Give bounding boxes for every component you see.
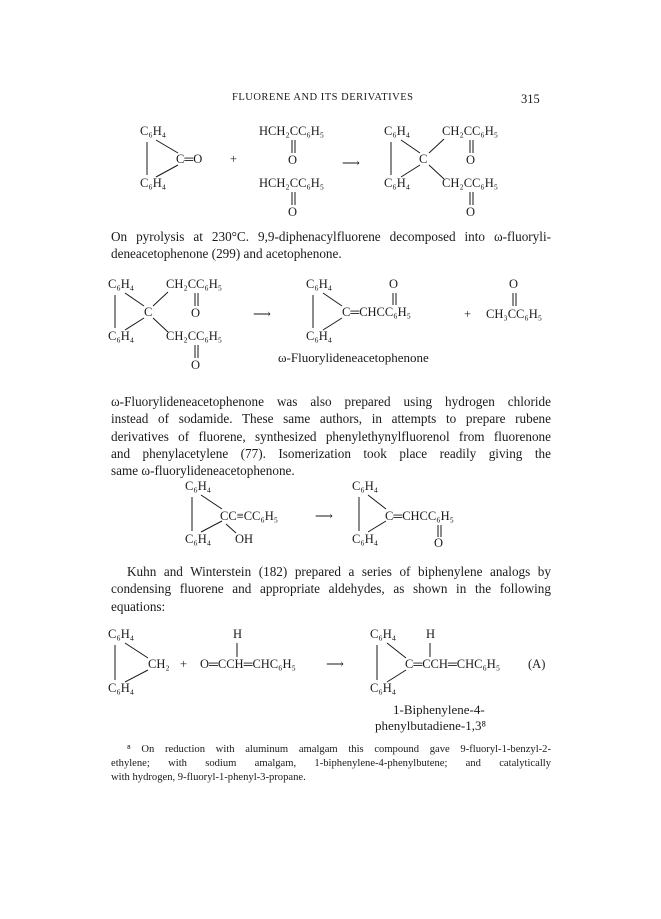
eq3-c6h4-bottom: C₆H₄ — [185, 532, 212, 546]
equation-1-diagram — [120, 115, 540, 220]
eq1-reagent-bottom-o: O — [288, 205, 298, 219]
eq3-product-chain: C═CHCC₆H₅ — [385, 509, 454, 523]
eq1-product-ch2-top: CH₂CC₆H₅ — [442, 124, 499, 138]
eq3-oh: OH — [235, 532, 254, 546]
equation-3-diagram — [180, 475, 510, 555]
eq4-ch2: CH₂ — [148, 657, 170, 671]
eq3-arrow: ⟶ — [315, 509, 333, 523]
text-line: ω-Fluorylideneacetophenone was also prepared using hydrogen chloride — [111, 394, 551, 409]
eq2-acetophenone: CH₃CC₆H₅ — [486, 307, 543, 321]
eq4-product-name-line2: phenylbutadiene-1,3⁸ — [375, 718, 487, 733]
running-header-title: FLUORENE AND ITS DERIVATIVES — [232, 92, 414, 103]
eq1-c6h4-bottom: C₆H₄ — [140, 176, 167, 190]
eq1-product-c6h4-top: C₆H₄ — [384, 124, 411, 138]
eq2-ch2-top: CH₂CC₆H₅ — [166, 277, 223, 291]
text-line: derivatives of fluorene, synthesized phenylethynylfluorenol from fluorenone — [111, 428, 551, 444]
eq1-product-c: C — [419, 152, 428, 166]
eq1-c-eq-o: C═O — [176, 152, 203, 166]
eq3-alkynyl: CC≡CC₆H₅ — [220, 509, 279, 523]
eq1-reagent-top-o: O — [288, 153, 298, 167]
eq1-product-c6h4-bottom: C₆H₄ — [384, 176, 411, 190]
eq4-aldehyde: O═CCH═CHC₆H₅ — [200, 657, 296, 671]
text-line: instead of sodamide. These same authors, in attempts to prepare rubene — [111, 411, 551, 427]
eq2-c6h4-bottom: C₆H₄ — [108, 329, 135, 343]
paragraph-kuhn — [111, 563, 551, 615]
text-line: Kuhn and Winterstein (182) prepared a series of biphenylene analogs by — [127, 564, 551, 579]
eq2-product-chain: C═CHCC₆H₅ — [342, 305, 411, 319]
eq2-product-c6h4-top: C₆H₄ — [306, 277, 333, 291]
eq2-plus: + — [464, 307, 472, 321]
eq1-product-o-bottom: O — [466, 205, 476, 219]
eq4-tag: (A) — [528, 657, 546, 671]
eq2-o-top: O — [191, 306, 201, 320]
eq2-arrow: ⟶ — [253, 307, 271, 321]
text-line: equations: — [111, 598, 166, 614]
footnote-line: ethylene; with sodium amalgam, 1-biphenylene-4-phenylbutene; and catalytically — [111, 758, 551, 769]
eq4-product-c6h4-top: C₆H₄ — [370, 627, 397, 641]
eq1-reagent-bottom: HCH₂CC₆H₅ — [259, 176, 325, 190]
eq1-plus: + — [230, 152, 238, 166]
eq2-c: C — [144, 305, 153, 319]
eq2-product-c6h4-bottom: C₆H₄ — [306, 329, 333, 343]
eq2-product-o: O — [389, 277, 399, 291]
footnote — [111, 743, 551, 785]
eq4-plus: + — [180, 657, 188, 671]
eq4-product-chain: C═CCH═CHC₆H₅ — [405, 657, 501, 671]
text-line: deneacetophenone (299) and acetophenone. — [111, 246, 342, 262]
eq1-c6h4-top: C₆H₄ — [140, 124, 167, 138]
eq4-arrow: ⟶ — [326, 657, 344, 671]
text-line: and phenylacetylene (77). Isomerization took place readily giving the — [111, 445, 551, 461]
text-line: On pyrolysis at 230°C. 9,9-diphenacylfluorene decomposed into ω-fluoryli- — [111, 229, 551, 244]
eq2-ch2-bottom: CH₂CC₆H₅ — [166, 329, 223, 343]
equation-4-diagram — [108, 620, 558, 702]
eq4-c6h4-top: C₆H₄ — [108, 627, 135, 641]
eq4-c6h4-bottom: C₆H₄ — [108, 681, 135, 695]
eq1-product-ch2-bottom: CH₂CC₆H₅ — [442, 176, 499, 190]
eq1-product-o-top: O — [466, 153, 476, 167]
eq4-product-name-line1: 1-Biphenylene-4- — [393, 702, 485, 717]
paragraph-pyrolysis — [111, 228, 551, 263]
footnote-line: ⁸ On reduction with aluminum amalgam this compound gave 9-fluoryl-1-benzyl-2- — [127, 744, 551, 755]
eq3-product-o: O — [434, 536, 444, 550]
eq2-o-bottom: O — [191, 358, 201, 372]
eq2-product-name: ω-Fluorylideneacetophenone — [278, 350, 429, 365]
eq3-product-c6h4-bottom: C₆H₄ — [352, 532, 379, 546]
text-line: condensing fluorene and appropriate aldehydes, as shown in the following — [111, 581, 551, 597]
eq3-product-c6h4-top: C₆H₄ — [352, 479, 379, 493]
footnote-line: with hydrogen, 9-fluoryl-1-phenyl-3-propane. — [111, 772, 306, 783]
eq2-acetophenone-o: O — [509, 277, 519, 291]
page-number: 315 — [521, 92, 540, 106]
eq4-aldehyde-h: H — [233, 627, 243, 641]
eq2-c6h4-top: C₆H₄ — [108, 277, 135, 291]
paragraph-isomerization — [111, 393, 551, 479]
eq4-product-c6h4-bottom: C₆H₄ — [370, 681, 397, 695]
text-line: same ω-fluorylideneacetophenone. — [111, 463, 295, 479]
eq1-arrow: ⟶ — [342, 156, 360, 170]
eq4-product-h: H — [426, 627, 436, 641]
eq1-reagent-top: HCH₂CC₆H₅ — [259, 124, 325, 138]
eq3-c6h4-top: C₆H₄ — [185, 479, 212, 493]
